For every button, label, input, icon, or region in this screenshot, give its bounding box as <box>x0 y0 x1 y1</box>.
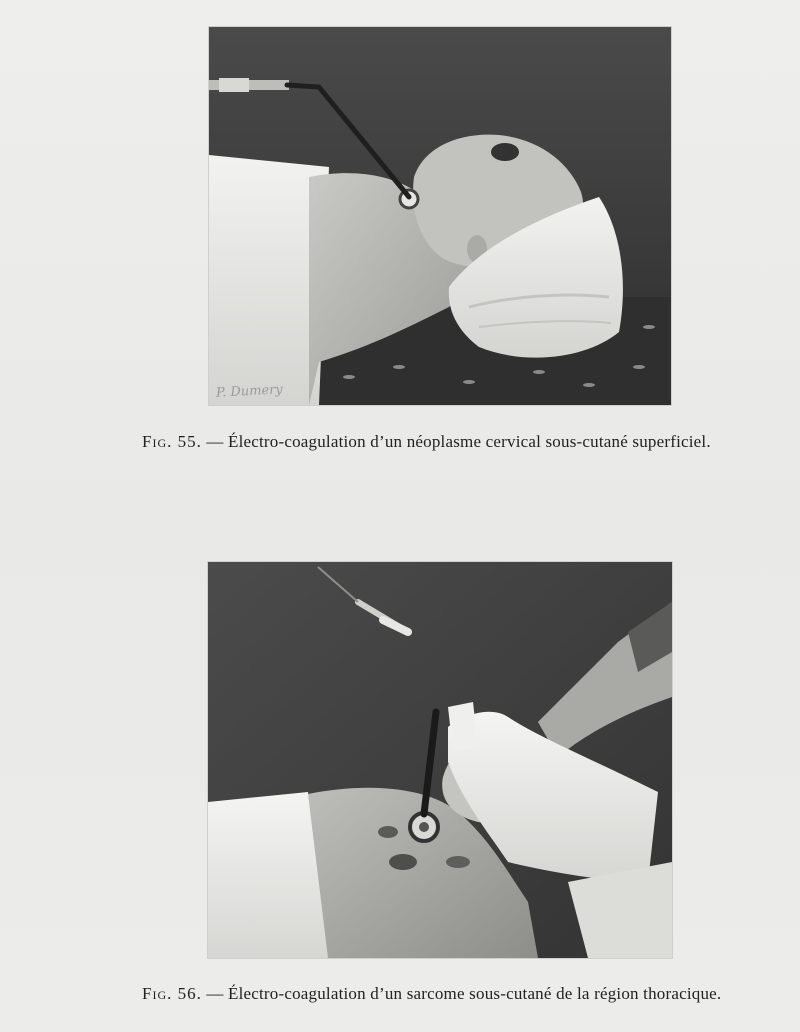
figure-55-dash: — <box>206 432 224 451</box>
photographer-signature: P. Dumery <box>215 382 284 401</box>
figure-56-photograph <box>208 562 672 958</box>
figure-56-caption <box>142 984 721 1004</box>
figure-56-caption-text: Électro-coagulation d’un sarcome sous-cutané de la région thoracique. <box>227 984 722 1003</box>
figure-55-photograph <box>209 27 671 405</box>
figure-55-label: Fig. 55. <box>142 432 202 451</box>
figure-55-caption-text: Électro-coagulation d’un néoplasme cervical sous-cutané superficiel. <box>227 432 711 451</box>
figure-56-dash: — <box>206 984 224 1003</box>
figure-55-caption <box>142 432 711 452</box>
figure-56-label: Fig. 56. <box>142 984 202 1003</box>
figure-56-illustration <box>208 562 672 958</box>
figure-55-illustration <box>209 27 671 405</box>
